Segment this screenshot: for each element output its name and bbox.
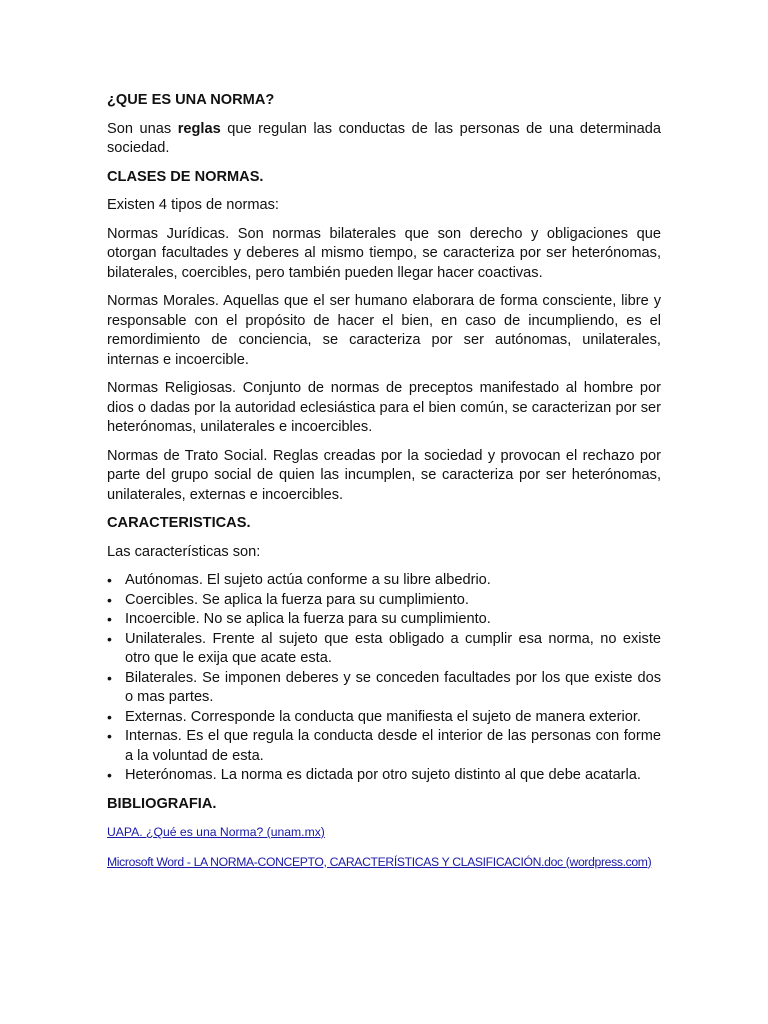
heading-que-es-norma: ¿QUE ES UNA NORMA? [107,92,275,108]
bullet-icon: • [107,611,112,627]
definition-pre: Son unas [107,120,178,137]
paragraph-normas-trato-social: Normas de Trato Social. Reglas creadas por la sociedad y provocan el rechazo por parte del grupo social de quien las incumplen, se caracteriza por ser heterónomas, unilaterales, externas e incoercibles. [107,447,661,503]
paragraph-normas-juridicas: Normas Jurídicas. Son normas bilaterales que son derecho y obligaciones que otorgan facultades y deberes al mismo tiempo, se caracteriza por ser heterónomas, bilaterales, coercibles, pero también pueden llegar hacer coactivas. [107,225,661,281]
list-item-text: Coercibles. Se aplica la fuerza para su cumplimiento. [125,591,469,608]
definition-post: que regulan las conductas de las personas de una determinada sociedad. [107,120,661,156]
paragraph-normas-religiosas: Normas Religiosas. Conjunto de normas de preceptos manifestado al hombre por dios o dadas por la autoridad eclesiástica para el bien común, se caracterizan por ser heterónomas, unilaterales e incoercibles. [107,380,661,435]
list-item [107,727,661,766]
caracteristicas-list [107,571,661,786]
bullet-icon: • [107,591,112,608]
list-item [107,669,661,708]
bullet-icon: • [107,728,112,744]
list-item [107,591,661,611]
list-item [107,766,661,786]
list-item-text: Internas. Es el que regula la conducta desde el interior de las personas con forme a la voluntad de esta. [125,728,661,764]
definition-paragraph [107,120,661,159]
list-item-text: Unilaterales. Frente al sujeto que esta obligado a cumplir esa norma, no existe otro que le exija que acate esta. [125,630,661,666]
list-item-text: Heterónomas. La norma es dictada por otro sujeto distinto al que debe acatarla. [125,767,641,783]
bullet-icon: • [107,767,112,783]
bibliography-link-wordpress[interactable]: Microsoft Word - LA NORMA-CONCEPTO, CARACTERÍSTICAS Y CLASIFICACIÓN.doc (wordpress.com) [107,854,652,869]
list-item-text: Bilaterales. Se imponen deberes y se conceden facultades por los que existe dos o mas partes. [125,669,661,705]
list-item [107,708,661,728]
definition-bold-term: reglas [177,120,221,137]
list-item [107,571,661,591]
list-item-text: Autónomas. El sujeto actúa conforme a su libre albedrio. [125,572,491,588]
heading-clases-de-normas: CLASES DE NORMAS. [107,168,264,185]
paragraph-normas-morales: Normas Morales. Aquellas que el ser humano elaborara de forma consciente, libre y responsable con el propósito de hacer el bien, en caso de incumpliendo, es el remordimiento de conciencia, se caracteriza por ser autónomas, unilaterales, internas e incoercible. [107,293,661,368]
list-item [107,610,661,630]
bullet-icon: • [107,630,112,647]
tipos-intro: Existen 4 tipos de normas: [107,197,279,213]
list-item-text: Externas. Corresponde la conducta que manifiesta el sujeto de manera exterior. [125,708,641,725]
heading-bibliografia: BIBLIOGRAFIA. [107,795,217,812]
list-item [107,630,661,669]
bullet-icon: • [107,669,112,686]
list-item-text: Incoercible. No se aplica la fuerza para su cumplimiento. [125,611,491,627]
bibliography-link-uapa[interactable]: UAPA. ¿Qué es una Norma? (unam.mx) [107,825,325,839]
caracteristicas-intro: Las características son: [107,543,261,560]
bullet-icon: • [107,572,112,588]
document-page [107,91,661,882]
bullet-icon: • [107,708,112,725]
heading-caracteristicas: CARACTERISTICAS. [107,515,251,531]
